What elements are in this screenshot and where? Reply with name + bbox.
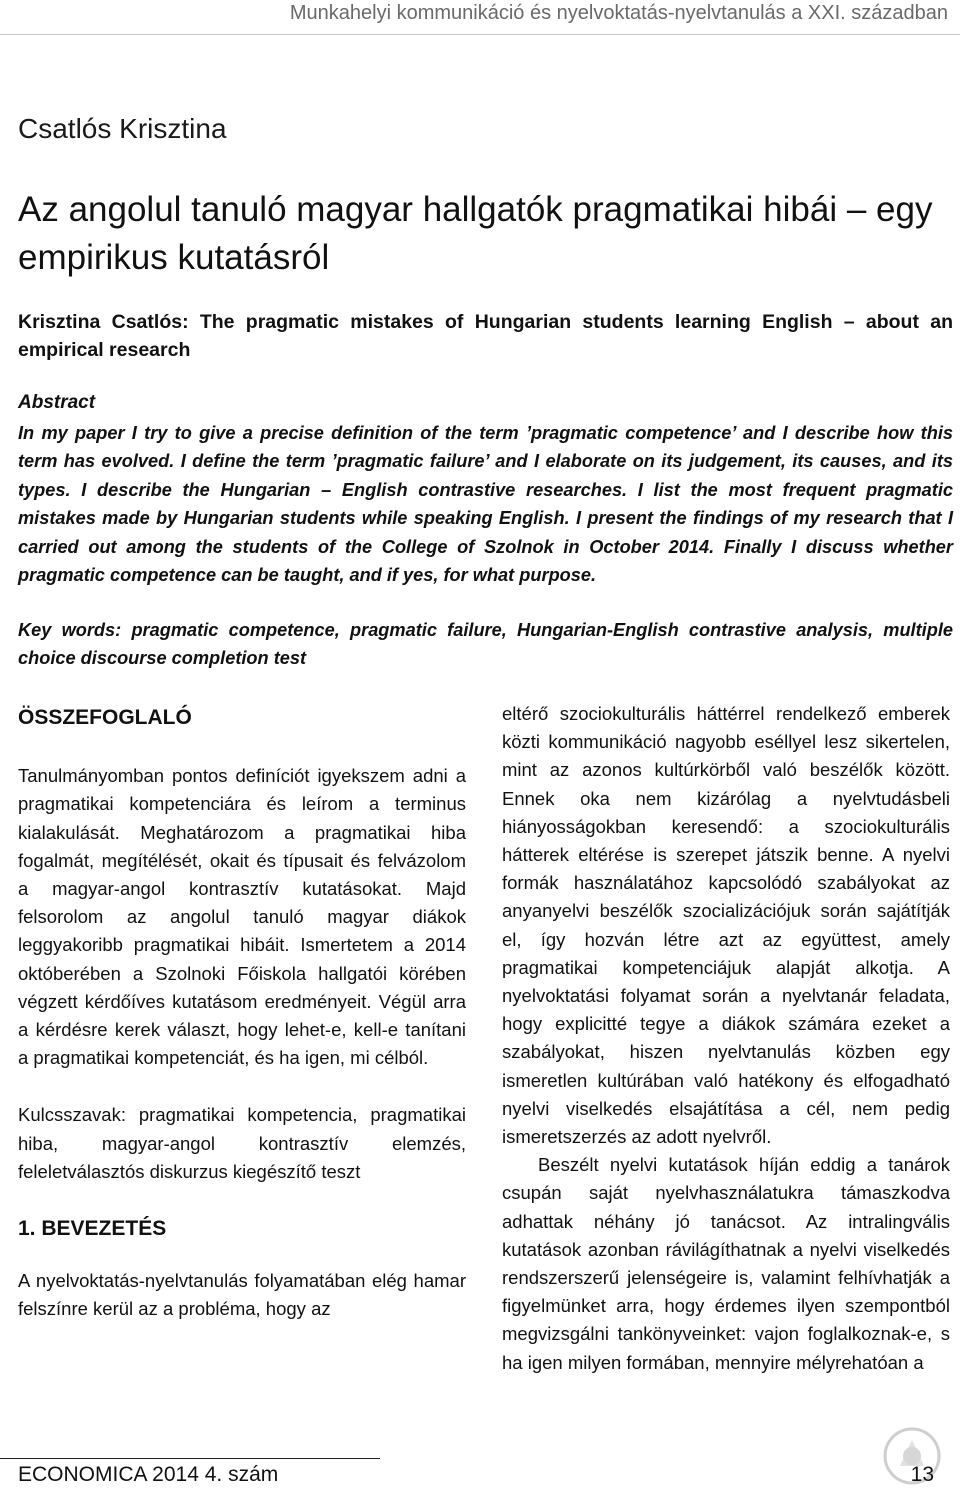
article-title: Az angolul tanuló magyar hallgatók pragmatikai hibái – egy empirikus kutatásról — [18, 190, 933, 277]
abstract-heading: Abstract — [18, 392, 96, 413]
right-column — [502, 700, 950, 1377]
keywords-hungarian: Kulcsszavak: pragmatikai kompetencia, pragmatikai hiba, magyar-angol kontrasztív elemzés, feleletválasztós diskurzus kiegészítő teszt — [18, 1104, 466, 1182]
summary-heading: ÖSSZEFOGLALÓ — [18, 706, 192, 729]
english-title: Krisztina Csatlós: The pragmatic mistakes of Hungarian students learning English – about an empirical research — [18, 311, 953, 361]
header-divider — [0, 34, 960, 35]
author-name: Csatlós Krisztina — [18, 113, 227, 144]
running-header: Munkahelyi kommunikáció és nyelvoktatás-nyelvtanulás a XXI. században — [289, 2, 948, 24]
footer-divider — [0, 1458, 380, 1459]
section-heading: 1. BEVEZETÉS — [18, 1217, 167, 1241]
body-paragraph-2: Beszélt nyelvi kutatások híján eddig a tanárok csupán saját nyelvhasználatukra támaszkodva adhattak néhány jó tanácsot. Az intralingvális kutatások azonban rávilágíthatnak a nyelvi viselkedés rendszerszerű jelenségeire is, valamint felhívhatják a figyelmünket arra, hogy érdemes ilyen szempontból megvizsgálni tankönyveinket: vajon foglalkoznak-e, s ha igen milyen formában, mennyire mélyrehatóan a — [502, 1154, 950, 1373]
summary-text: Tanulmányomban pontos definíciót igyekszem adni a pragmatikai kompetenciára és leírom a terminus kialakulását. Meghatározom a pragmatikai hiba fogalmát, megítélését, okait és típusait és felvázolom a magyar-angol kontrasztív kutatásokat. Majd felsorolom az angolul tanuló magyar diákok leggyakoribb pragmatikai hibáit. Ismertetem a 2014 októberében a Szolnoki Főiskola hallgatói körében végzett kérdőíves kutatásom eredményeit. Végül arra a kérdésre kerek választ, hogy lehet-e, kell-e tanítani a pragmatikai kompetenciát, és ha igen, mi célból. — [18, 765, 466, 1069]
page-number: 13 — [910, 1463, 934, 1486]
left-column — [18, 690, 466, 1324]
intro-text: A nyelvoktatás-nyelvtanulás folyamatában elég hamar felszínre kerül az a probléma, hogy az — [18, 1270, 466, 1320]
abstract-text: In my paper I try to give a precise definition of the term ’pragmatic competence’ and I describe how this term has evolved. I define the term ’pragmatic failure’ and I elaborate on its judgement, its causes, and its types. I describe the Hungarian – English contrastive researches. I list the most frequent pragmatic mistakes made by Hungarian students while speaking English. I present the findings of my research that I carried out among the students of the College of Szolnok in October 2014. Finally I discuss whether pragmatic competence can be taught, and if yes, for what purpose. — [18, 423, 953, 586]
journal-issue: ECONOMICA 2014 4. szám — [18, 1463, 279, 1486]
keywords-english: Key words: pragmatic competence, pragmatic failure, Hungarian-English contrastive analysis, multiple choice discourse completion test — [18, 620, 953, 669]
body-paragraph-1: eltérő szociokulturális háttérrel rendelkező emberek közti kommunikáció nagyobb eséllyel lesz sikertelen, mint az azonos kultúrkörből való beszélők között. Ennek oka nem kizárólag a nyelvtudásbeli hiányosságokban keresendő: a szociokulturális hátterek eltérése is szerepet játszik benne. A nyelvi formák használatához kapcsolódó szabályokat az anyanyelvi beszélők szocializációjuk során sajátítják el, így hozván létre azt az együttest, amely pragmatikai kompetenciájuk alapját alkotja. A nyelvoktatási folyamat során a nyelvtanár feladata, hogy explicitté tegye a diákok számára ezeket a szabályokat, hiszen nyelvtanulás közben egy ismeretlen kultúrában való hatékony és elfogadható nyelvi viselkedés elsajátítása a cél, nem pedig ismeretszerzés az adott nyelvről. — [502, 703, 950, 1148]
